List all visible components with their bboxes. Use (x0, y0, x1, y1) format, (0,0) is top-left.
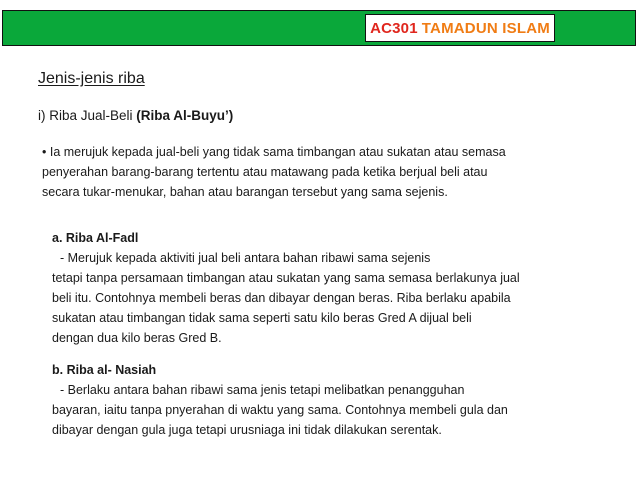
subheading-prefix: i) Riba Jual-Beli (38, 108, 137, 123)
course-name: TAMADUN ISLAM (421, 19, 550, 37)
riba-fadl-line: sukatan atau timbangan tidak sama seperti satu kilo beras Gred A dijual beli (52, 311, 472, 325)
subheading (38, 108, 233, 123)
riba-nasiah-title: b. Riba al- Nasiah (52, 363, 157, 377)
riba-nasiah-line: bayaran, iaitu tanpa pnyerahan di waktu yang sama. Contohnya membeli gula dan (52, 403, 508, 417)
header-bar (2, 10, 636, 46)
intro-line: penyerahan barang-barang tertentu atau matawang pada ketika berjual beli atau (42, 165, 488, 179)
riba-fadl-line: dengan dua kilo beras Gred B. (52, 331, 222, 345)
intro-paragraph (42, 142, 602, 202)
intro-line: secara tukar-menukar, bahan atau barangan tersebut yang sama sejenis. (42, 185, 448, 199)
riba-fadl-block (52, 228, 612, 348)
riba-nasiah-line: dibayar dengan gula juga tetapi urusniaga ini tidak dilakukan serentak. (52, 423, 442, 437)
course-code: AC301 (370, 19, 418, 37)
subheading-bold: (Riba Al-Buyu’) (136, 108, 234, 123)
riba-nasiah-line: - Berlaku antara bahan ribawi sama jenis tetapi melibatkan penangguhan (60, 383, 465, 397)
riba-nasiah-block (52, 360, 612, 440)
riba-fadl-line: - Merujuk kepada aktiviti jual beli antara bahan ribawi sama sejenis (60, 251, 431, 265)
riba-fadl-title: a. Riba Al-Fadl (52, 231, 139, 245)
section-title: Jenis-jenis riba (38, 70, 145, 87)
riba-fadl-line: beli itu. Contohnya membeli beras dan dibayar dengan beras. Riba berlaku apabila (52, 291, 511, 305)
course-title (365, 14, 555, 42)
intro-line: • Ia merujuk kepada jual-beli yang tidak sama timbangan atau sukatan atau semasa (42, 145, 506, 159)
riba-fadl-line: tetapi tanpa persamaan timbangan atau sukatan yang sama semasa berlakunya jual (52, 271, 520, 285)
